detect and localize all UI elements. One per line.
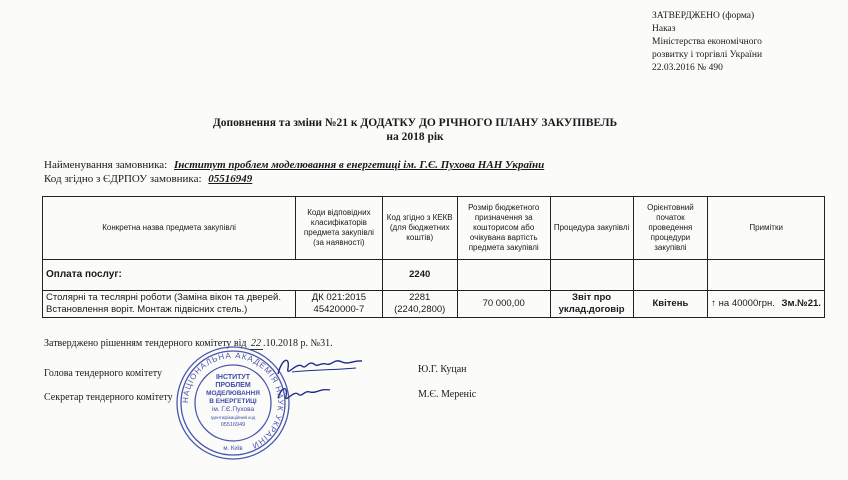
head-label: Голова тендерного комітету bbox=[44, 368, 162, 379]
institute-stamp bbox=[174, 344, 292, 462]
column-header: Примітки bbox=[708, 197, 825, 260]
secretary-name: М.Є. Мереніс bbox=[418, 389, 477, 400]
secretary-label: Секретар тендерного комітету bbox=[44, 392, 173, 403]
table-row bbox=[43, 291, 825, 318]
section-label: Оплата послуг: bbox=[46, 269, 122, 280]
item-name-line: Встановлення воріт. Монтаж підвісних стель.) bbox=[46, 304, 248, 315]
column-header: Розмір бюджетного призначення за кошторисом або очікувана вартість предмета закупівлі bbox=[457, 197, 550, 260]
customer-code-label: Код згідно з ЄДРПОУ замовника: bbox=[44, 173, 202, 185]
column-header: Коди відповідних класифікаторів предмета закупівлі (за наявності) bbox=[296, 197, 382, 260]
stamp-line: В ЕНЕРГЕТИЦІ bbox=[209, 398, 257, 405]
item-note-text: ↑ на 40000грн. bbox=[711, 298, 775, 309]
item-code-line: 45420000-7 bbox=[313, 304, 365, 315]
item-kekv-line: 2281 bbox=[409, 292, 431, 303]
item-amount: 70 000,00 bbox=[457, 291, 550, 318]
customer-info bbox=[44, 158, 544, 186]
approval-line: Наказ bbox=[652, 24, 676, 34]
stamp-line: МОДЕЛЮВАННЯ bbox=[206, 390, 260, 397]
document-title bbox=[150, 116, 680, 144]
decision-suffix: .10.2018 р. №31. bbox=[263, 338, 333, 349]
procurement-table bbox=[42, 196, 825, 318]
item-procedure-line: уклад.договір bbox=[558, 304, 625, 315]
approval-block bbox=[652, 10, 842, 75]
table-section-row bbox=[43, 260, 825, 291]
title-line: Доповнення та зміни №21 к ДОДАТКУ ДО РІЧНОГО ПЛАНУ ЗАКУПІВЕЛЬ bbox=[212, 117, 618, 129]
approval-line: 22.03.2016 № 490 bbox=[652, 63, 723, 73]
item-kekv-cell bbox=[382, 291, 457, 318]
stamp-city: м. Київ bbox=[223, 446, 243, 452]
section-label-cell bbox=[43, 260, 383, 291]
approval-line: ЗАТВЕРДЖЕНО (форма) bbox=[652, 11, 755, 21]
empty-cell bbox=[550, 260, 633, 291]
customer-code-row bbox=[44, 172, 544, 186]
column-header: Орієнтовний початок проведення процедури закупівлі bbox=[633, 197, 708, 260]
decision-date-day: 22 bbox=[251, 338, 262, 349]
item-start: Квітень bbox=[633, 291, 708, 318]
section-kekv: 2240 bbox=[382, 260, 457, 291]
empty-cell bbox=[708, 260, 825, 291]
stamp-line: 05516949 bbox=[220, 422, 246, 428]
stamp-ring-text: НАЦІОНАЛЬНА АКАДЕМІЯ НАУК УКРАЇНИ bbox=[180, 350, 286, 451]
item-note-cell bbox=[708, 291, 825, 318]
empty-cell bbox=[457, 260, 550, 291]
item-name-cell bbox=[43, 291, 296, 318]
empty-cell bbox=[633, 260, 708, 291]
column-header: Конкретна назва предмета закупівлі bbox=[43, 197, 296, 260]
item-procedure-cell bbox=[550, 291, 633, 318]
title-year: на 2018 рік bbox=[386, 131, 444, 143]
stamp-line: ПРОБЛЕМ bbox=[215, 382, 251, 389]
approval-line: розвитку і торгівлі України bbox=[652, 50, 763, 60]
customer-name-label: Найменування замовника: bbox=[44, 159, 168, 171]
item-procedure-line: Звіт про bbox=[572, 292, 612, 303]
stamp-line: ім. Г.Є.Пухова bbox=[211, 406, 255, 413]
item-kekv-line: (2240,2800) bbox=[394, 304, 446, 315]
customer-name-row bbox=[44, 158, 544, 172]
head-name: Ю.Г. Куцан bbox=[418, 364, 467, 375]
table-header-row bbox=[43, 197, 825, 260]
item-code-line: ДК 021:2015 bbox=[311, 292, 367, 303]
column-header: Процедура закупівлі bbox=[550, 197, 633, 260]
stamp-line: ІНСТИТУТ bbox=[215, 374, 251, 381]
item-code-cell bbox=[296, 291, 382, 318]
item-note-change: Зм.№21. bbox=[781, 298, 821, 309]
customer-name-value: Інститут проблем моделювання в енергетиці ім. Г.Є. Пухова НАН України bbox=[173, 159, 545, 171]
stamp-line: Ідентифікаційний код bbox=[210, 415, 256, 420]
decision-prefix: Затверджено рішенням тендерного комітету від bbox=[44, 338, 247, 349]
item-name-line: Столярні та теслярні роботи (Заміна вікон та дверей. bbox=[46, 292, 281, 303]
approval-line: Міністерства економічного bbox=[652, 37, 762, 47]
customer-code-value: 05516949 bbox=[208, 173, 253, 185]
column-header: Код згідно з КЕКВ (для бюджетних коштів) bbox=[382, 197, 457, 260]
